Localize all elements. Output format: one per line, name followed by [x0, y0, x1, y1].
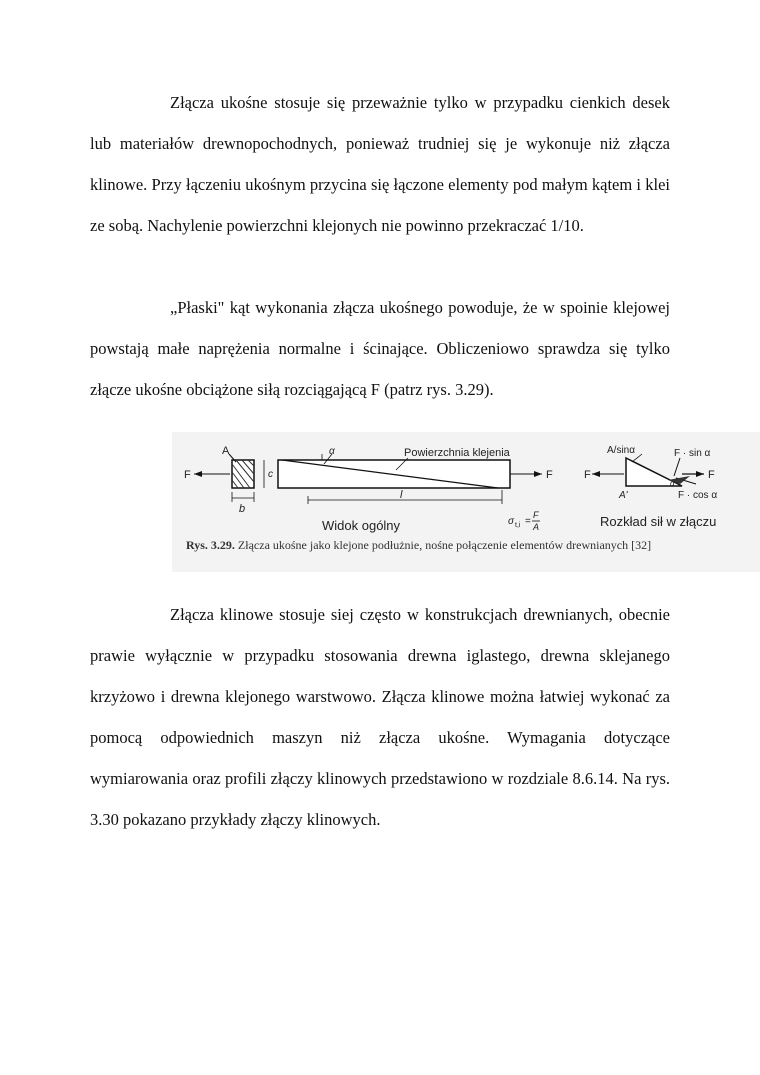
label-a-prime: A' — [619, 490, 628, 501]
label-f-right: F — [546, 469, 553, 481]
label-alpha: α — [329, 446, 335, 457]
label-surface: Powierzchnia klejenia — [404, 447, 510, 459]
formula-sigma-sub: t,i — [515, 522, 521, 529]
label-a-sin: A/sinα — [607, 445, 636, 456]
figure-3-29 — [172, 432, 760, 572]
label-force-f-left: F — [584, 469, 591, 481]
formula-denominator: A — [533, 522, 540, 532]
formula-numerator: F — [533, 510, 539, 520]
label-b: b — [239, 503, 246, 515]
figure-caption — [186, 538, 760, 553]
paragraph-flat-angle: „Płaski" kąt wykonania złącza ukośnego powoduje, że w spoinie klejowej powstają małe naprężenia normalne i ścinające. Obliczeniowo sprawdza się tylko złącze ukośne obciążone siłą rozciągającą F (patrz rys. 3.29). — [90, 298, 670, 399]
label-a: A — [222, 445, 230, 457]
label-forces-title: Rozkład sił w złączu — [600, 514, 717, 529]
label-alpha-2: α — [670, 479, 675, 488]
label-l: l — [400, 489, 403, 501]
label-force-f-right: F — [708, 469, 715, 481]
cross-section — [229, 454, 264, 502]
formula-sigma: σ — [508, 516, 515, 527]
caption-number: Rys. 3.29. — [186, 538, 235, 552]
scarf-element — [278, 454, 542, 504]
paragraph-finger-joints: Złącza klinowe stosuje siej często w konstrukcjach drewnianych, obecnie prawie wyłącznie w przypadku stosowania drewna iglastego, drewna sklejanego krzyżowo i drewna klejonego warstwowo. Złącza klinowe można łatwiej wykonać za pomocą odpowiednich maszyn niż złącza ukośne. Wymagania dotyczące wymiarowania oraz profili złączy klinowych przedstawiono w rozdziale 8.6.14. Na rys. 3.30 pokazano przykłady złączy klinowych. — [90, 605, 670, 829]
label-c: c — [268, 469, 273, 480]
label-f-left: F — [184, 469, 191, 481]
label-general-view: Widok ogólny — [322, 518, 401, 533]
caption-text: Złącza ukośne jako klejone podłużnie, nośne połączenie elementów drewnianych [32] — [237, 538, 652, 552]
label-f-sin: F · sin α — [674, 448, 711, 459]
label-f-cos: F · cos α — [678, 490, 718, 501]
paragraph-scarf-joints: Złącza ukośne stosuje się przeważnie tylko w przypadku cienkich desek lub materiałów drewnopochodnych, ponieważ trudniej się je wykonuje niż złącza klinowe. Przy łączeniu ukośnym przycina się łączone elementy pod małym kątem i klei ze sobą. Nachylenie powierzchni klejonych nie powinno przekraczać 1/10. — [90, 93, 670, 235]
formula-equals: = — [525, 516, 531, 527]
